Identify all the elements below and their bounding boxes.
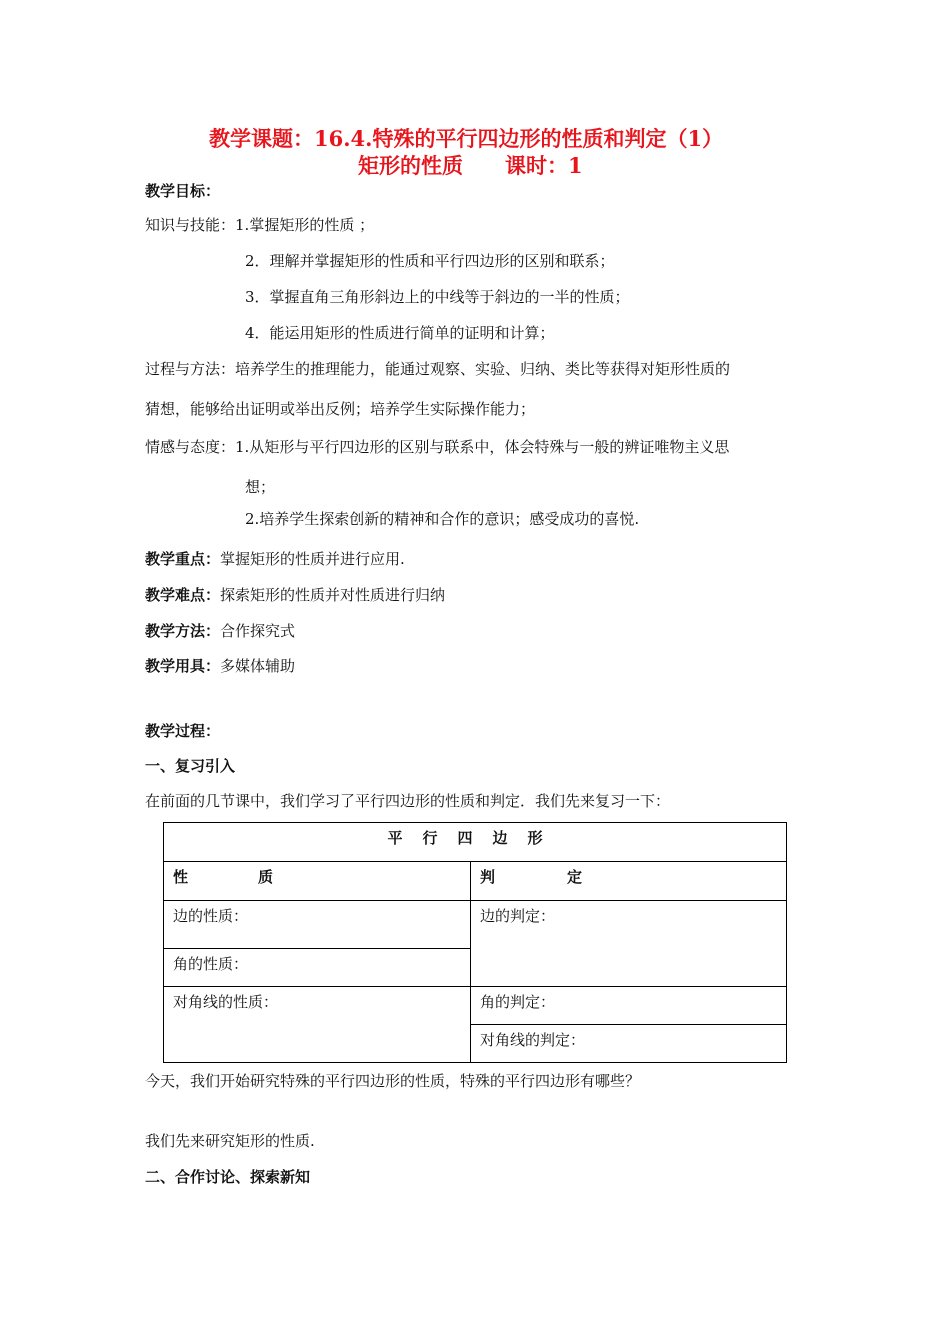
property-header-char-2: 质 [258, 868, 274, 886]
knowledge-line-1 [145, 214, 374, 235]
key-points [145, 548, 405, 569]
parallelogram-review-table [163, 822, 787, 1063]
diagonal-judgement-cell: 对角线的判定： [471, 1025, 787, 1063]
side-property-cell: 边的性质： [164, 901, 471, 949]
attitude-line-2: 2.培养学生探索创新的精神和合作的意识；感受成功的喜悦. [245, 510, 640, 528]
process-line-1 [145, 358, 730, 379]
judgement-column-header [471, 862, 787, 901]
tools [145, 655, 295, 676]
section-1-title: 一、复习引入 [145, 757, 236, 775]
attitude-line-1-cont: 想； [245, 478, 276, 496]
attitude-line-1 [145, 436, 729, 457]
section-2-title: 二、合作讨论、探索新知 [145, 1168, 311, 1186]
judgement-header-char-2: 定 [567, 868, 583, 886]
knowledge-item-4: 4．能运用矩形的性质进行简单的证明和计算； [245, 324, 555, 342]
review-intro: 在前面的几节课中，我们学习了平行四边形的性质和判定．我们先来复习一下： [145, 792, 671, 810]
process-heading: 教学过程： [145, 722, 221, 740]
process-text-1: 培养学生的推理能力，能通过观察、实验、归纳、类比等获得对矩形性质的 [235, 360, 731, 378]
method [145, 620, 295, 641]
knowledge-label: 知识与技能： [145, 216, 236, 234]
table-header: 平行四边形 [164, 823, 787, 862]
method-label: 教学方法： [145, 622, 221, 640]
attitude-text-1: 1.从矩形与平行四边形的区别与联系中，体会特殊与一般的辨证唯物主义思 [235, 438, 730, 456]
property-column-header [164, 862, 471, 901]
side-judgement-cell: 边的判定： [471, 901, 787, 987]
judgement-header-char-1: 判 [480, 868, 496, 886]
key-points-text: 掌握矩形的性质并进行应用. [220, 550, 405, 568]
knowledge-item-2: 2．理解并掌握矩形的性质和平行四边形的区别和联系； [245, 252, 615, 270]
special-parallelogram-question: 今天，我们开始研究特殊的平行四边形的性质，特殊的平行四边形有哪些？ [145, 1072, 641, 1090]
difficulties [145, 584, 445, 605]
key-points-label: 教学重点： [145, 550, 221, 568]
lesson-subtitle: 矩形的性质 课时：1 [358, 153, 583, 178]
method-text: 合作探究式 [220, 622, 296, 640]
objectives-heading: 教学目标： [145, 182, 221, 200]
difficulties-label: 教学难点： [145, 586, 221, 604]
difficulties-text: 探索矩形的性质并对性质进行归纳 [220, 586, 446, 604]
knowledge-item-1: 1.掌握矩形的性质 ； [235, 216, 375, 234]
process-line-2: 猜想，能够给出证明或举出反例；培养学生实际操作能力； [145, 400, 536, 418]
attitude-label: 情感与态度： [145, 438, 236, 456]
rectangle-intro: 我们先来研究矩形的性质. [145, 1132, 315, 1150]
angle-judgement-cell: 角的判定： [471, 987, 787, 1025]
process-label: 过程与方法： [145, 360, 236, 378]
angle-property-cell: 角的性质： [164, 949, 471, 987]
property-header-char-1: 性 [173, 868, 189, 886]
tools-text: 多媒体辅助 [220, 657, 296, 675]
diagonal-property-cell: 对角线的性质： [164, 987, 471, 1063]
tools-label: 教学用具： [145, 657, 221, 675]
knowledge-item-3: 3．掌握直角三角形斜边上的中线等于斜边的一半的性质； [245, 288, 630, 306]
lesson-title: 教学课题：16.4.特殊的平行四边形的性质和判定（1） [209, 126, 724, 151]
